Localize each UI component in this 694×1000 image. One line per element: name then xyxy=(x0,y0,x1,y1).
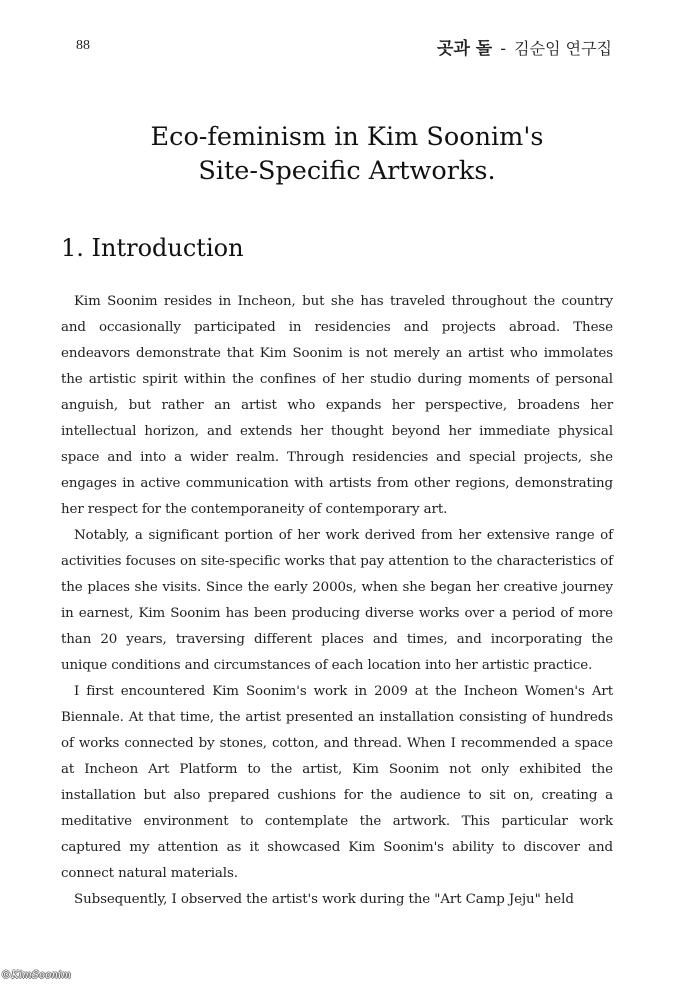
running-header xyxy=(437,34,612,59)
paragraph: Kim Soonim resides in Incheon, but she has traveled throughout the country and occasionally participated in residencies and projects abroad. These endeavors demonstrate that Kim Soonim is not merely an artist who immolates the artistic spirit within the confines of her studio during moments of personal anguish, but rather an artist who expands her perspective, broadens her intellectual horizon, and extends her thought beyond her immediate physical space and into a wider realm. Through residencies and special projects, she engages in active communication with artists from other regions, demonstrating her respect for the contemporaneity of contemporary art. xyxy=(61,294,613,517)
body-text xyxy=(61,289,613,913)
article-title xyxy=(60,120,634,188)
copyright-watermark: ©KimSoonim xyxy=(1,970,72,981)
header-separator: - xyxy=(500,39,507,58)
paragraph: I first encountered Kim Soonim's work in 2009 at the Incheon Women's Art Biennale. At that time, the artist presented an installation consisting of hundreds of works connected by stones, cotton, and thread. When I recommended a space at Incheon Art Platform to the artist, Kim Soonim not only exhibited the installation but also prepared cushions for the audience to sit on, creating a meditative environment to contemplate the artwork. This particular work captured my attention as it showcased Kim Soonim's ability to discover and connect natural materials. xyxy=(61,684,613,881)
book-title: 곳과 돌 xyxy=(437,39,493,59)
book-subtitle: 김순임 연구집 xyxy=(514,39,612,58)
article-title-line-2: Site-Specific Artworks. xyxy=(198,156,496,186)
article-title-line-1: Eco-feminism in Kim Soonim's xyxy=(150,122,544,152)
paragraph: Subsequently, I observed the artist's work during the "Art Camp Jeju" held xyxy=(74,892,574,907)
page-number: 88 xyxy=(76,38,90,53)
section-heading: 1. Introduction xyxy=(61,234,244,262)
paragraph: Notably, a significant portion of her work derived from her extensive range of activities focuses on site-specific works that pay attention to the characteristics of the places she visits. Since the early 2000s, when she began her creative journey in earnest, Kim Soonim has been producing diverse works over a period of more than 20 years, traversing different places and times, and incorporating the unique conditions and circumstances of each location into her artistic practice. xyxy=(61,528,613,673)
